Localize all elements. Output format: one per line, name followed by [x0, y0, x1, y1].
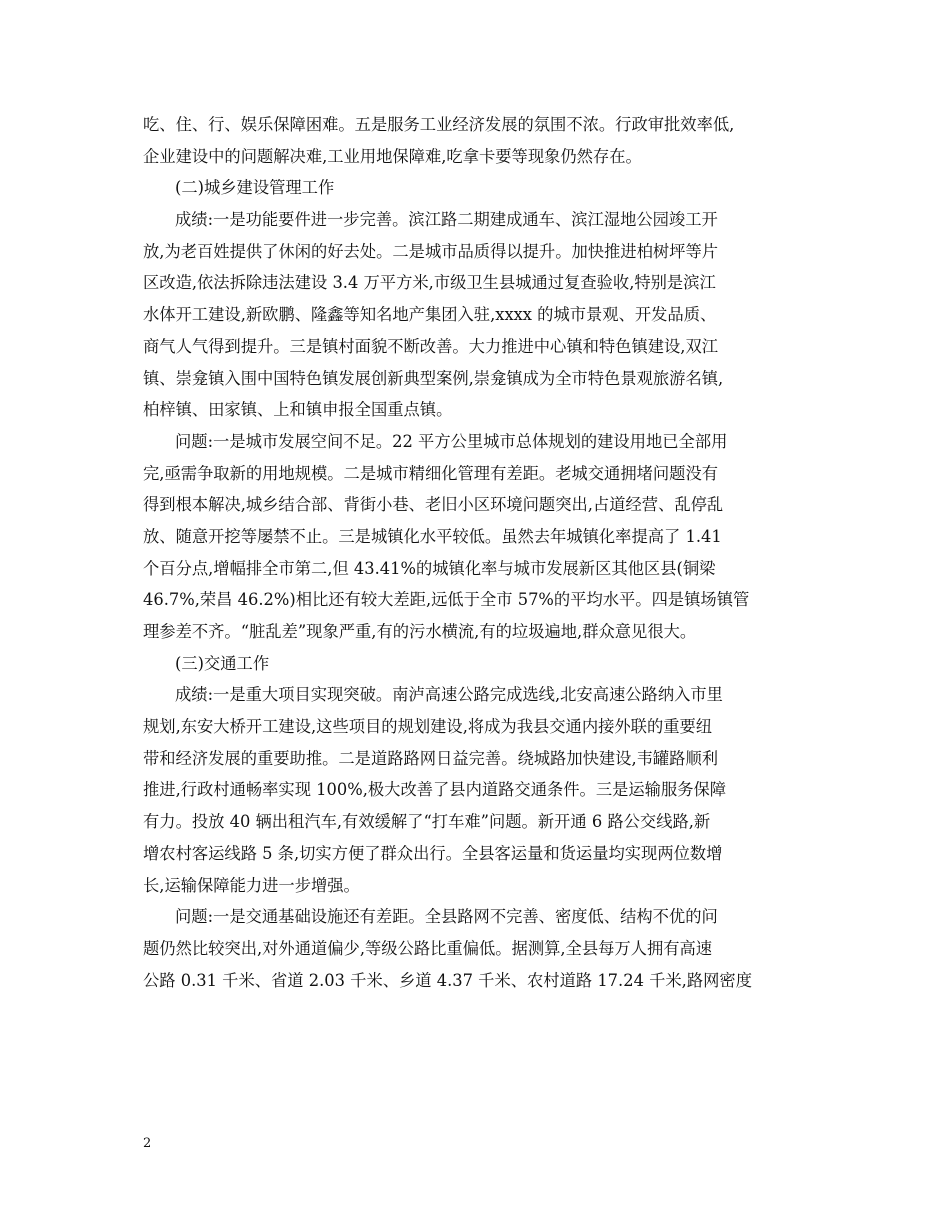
text-line: 放、随意开挖等屡禁不止。三是城镇化水平较低。虽然去年城镇化率提高了 1.41 — [143, 526, 722, 546]
text-line: 企业建设中的问题解决难,工业用地保障难,吃拿卡要等现象仍然存在。 — [143, 146, 642, 166]
text-line: 公路 0.31 千米、省道 2.03 千米、乡道 4.37 千米、农村道路 17.24 千米,路网密度 — [143, 970, 752, 990]
text-line: 成绩:一是重大项目实现突破。南泸高速公路完成选线,北安高速公路纳入市里 — [175, 685, 723, 705]
text-line: 问题:一是城市发展空间不足。22 平方公里城市总体规划的建设用地已全部用 — [175, 431, 728, 451]
body-text — [143, 109, 805, 996]
text-line: 46.7%,荣昌 46.2%)相比还有较大差距,远低于全市 57%的平均水平。四是镇场镇管 — [143, 590, 750, 610]
text-line: 商气人气得到提升。三是镇村面貌不断改善。大力推进中心镇和特色镇建设,双江 — [143, 336, 719, 356]
text-line: 有力。投放 40 辆出租汽车,有效缓解了“打车难”问题。新开通 6 路公交线路,新 — [143, 812, 711, 832]
text-line: 吃、住、行、娱乐保障困难。五是服务工业经济发展的氛围不浓。行政审批效率低, — [143, 115, 735, 134]
text-line: 完,亟需争取新的用地规模。二是城市精细化管理有差距。老城交通拥堵问题没有 — [143, 463, 719, 483]
page-number: 2 — [143, 1136, 152, 1151]
text-line: 个百分点,增幅排全市第二,但 43.41%的城镇化率与城市发展新区其他区县(铜梁 — [143, 558, 716, 578]
text-line: 带和经济发展的重要助推。二是道路路网日益完善。绕城路加快建设,韦罐路顺利 — [143, 748, 719, 768]
text-line: 理参差不齐。“脏乱差”现象严重,有的污水横流,有的垃圾遍地,群众意见很大。 — [143, 622, 697, 641]
text-line: 增农村客运线路 5 条,切实方便了群众出行。全县客运量和货运量均实现两位数增 — [143, 843, 723, 863]
text-line: 推进,行政村通畅率实现 100%,极大改善了县内道路交通条件。三是运输服务保障 — [143, 780, 727, 800]
text-line: 区改造,依法拆除违法建设 3.4 万平方米,市级卫生县城通过复查验收,特别是滨江 — [143, 273, 716, 293]
text-line: 规划,东安大桥开工建设,这些项目的规划建设,将成为我县交通内接外联的重要纽 — [143, 717, 713, 737]
section-heading: (三)交通工作 — [175, 653, 270, 673]
text-line: 放,为老百姓提供了休闲的好去处。二是城市品质得以提升。加快推进柏树坪等片 — [143, 241, 719, 261]
text-line: 水体开工建设,新欧鹏、隆鑫等知名地产集团入驻,xxxx 的城市景观、开发品质、 — [143, 305, 717, 325]
text-line: 问题:一是交通基础设施还有差距。全县路网不完善、密度低、结构不优的问 — [175, 907, 718, 927]
text-line: 成绩:一是功能要件进一步完善。滨江路二期建成通车、滨江湿地公园竣工开 — [175, 210, 718, 230]
text-line: 镇、崇龛镇入围中国特色镇发展创新典型案例,崇龛镇成为全市特色景观旅游名镇, — [143, 368, 724, 388]
text-line: 长,运输保障能力进一步增强。 — [143, 875, 360, 895]
text-line: 得到根本解决,城乡结合部、背街小巷、老旧小区环境问题突出,占道经营、乱停乱 — [143, 495, 724, 515]
text-line: 题仍然比较突出,对外通道偏少,等级公路比重偏低。据测算,全县每万人拥有高速 — [143, 938, 713, 958]
text-line: 柏梓镇、田家镇、上和镇申报全国重点镇。 — [143, 400, 453, 420]
section-heading: (二)城乡建设管理工作 — [175, 178, 335, 198]
